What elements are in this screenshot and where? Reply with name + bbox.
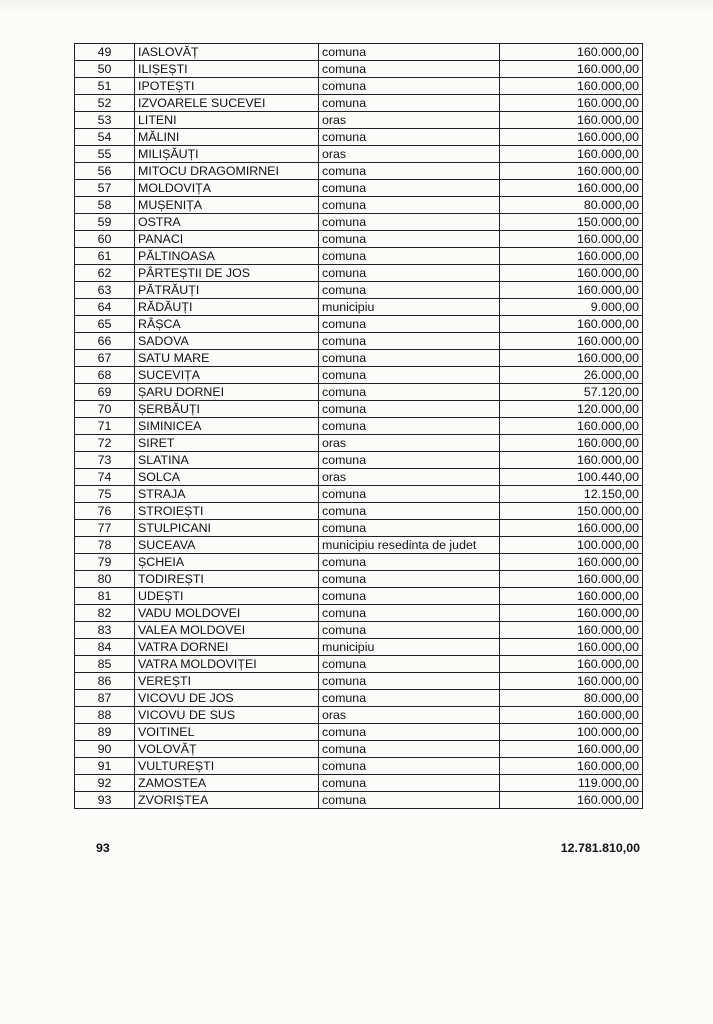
table-row [75, 146, 643, 163]
locality-name-cell: IZVOARELE SUCEVEI [135, 95, 319, 112]
locality-name-cell: VALEA MOLDOVEI [135, 622, 319, 639]
locality-name-cell: SOLCA [135, 469, 319, 486]
amount-cell: 80.000,00 [500, 197, 643, 214]
row-number-cell: 52 [75, 95, 135, 112]
locality-name-cell: ȘARU DORNEI [135, 384, 319, 401]
locality-type-cell: oras [319, 707, 500, 724]
locality-name-cell: IASLOVĂȚ [135, 44, 319, 61]
locality-name-cell: RÂȘCA [135, 316, 319, 333]
table-row [75, 656, 643, 673]
row-number-cell: 74 [75, 469, 135, 486]
row-number-cell: 61 [75, 248, 135, 265]
table-row [75, 163, 643, 180]
row-number-cell: 80 [75, 571, 135, 588]
locality-type-cell: comuna [319, 350, 500, 367]
locality-type-cell: comuna [319, 792, 500, 809]
locality-name-cell: SUCEVIȚA [135, 367, 319, 384]
locality-name-cell: IPOTEȘTI [135, 78, 319, 95]
amount-cell: 160.000,00 [500, 265, 643, 282]
row-number-cell: 59 [75, 214, 135, 231]
table-row [75, 214, 643, 231]
locality-name-cell: MITOCU DRAGOMIRNEI [135, 163, 319, 180]
amount-cell: 160.000,00 [500, 78, 643, 95]
locality-type-cell: comuna [319, 180, 500, 197]
locality-name-cell: SUCEAVA [135, 537, 319, 554]
locality-type-cell: comuna [319, 554, 500, 571]
locality-type-cell: comuna [319, 452, 500, 469]
amount-cell: 160.000,00 [500, 61, 643, 78]
table-row [75, 724, 643, 741]
table-row [75, 690, 643, 707]
locality-name-cell: SIRET [135, 435, 319, 452]
amount-cell: 160.000,00 [500, 333, 643, 350]
row-number-cell: 90 [75, 741, 135, 758]
locality-name-cell: VOLOVĂȚ [135, 741, 319, 758]
locality-type-cell: comuna [319, 571, 500, 588]
table-row [75, 605, 643, 622]
amount-cell: 160.000,00 [500, 707, 643, 724]
locality-type-cell: comuna [319, 333, 500, 350]
amount-cell: 120.000,00 [500, 401, 643, 418]
row-number-cell: 86 [75, 673, 135, 690]
locality-name-cell: SLATINA [135, 452, 319, 469]
locality-name-cell: VEREȘTI [135, 673, 319, 690]
row-number-cell: 83 [75, 622, 135, 639]
locality-name-cell: LITENI [135, 112, 319, 129]
row-number-cell: 54 [75, 129, 135, 146]
locality-name-cell: VOITINEL [135, 724, 319, 741]
amount-cell: 160.000,00 [500, 622, 643, 639]
locality-type-cell: oras [319, 435, 500, 452]
locality-type-cell: comuna [319, 503, 500, 520]
locality-name-cell: MILIȘĂUȚI [135, 146, 319, 163]
table-row [75, 452, 643, 469]
locality-name-cell: VICOVU DE JOS [135, 690, 319, 707]
locality-name-cell: VULTUREȘTI [135, 758, 319, 775]
locality-type-cell: comuna [319, 129, 500, 146]
locality-type-cell: oras [319, 112, 500, 129]
locality-type-cell: comuna [319, 401, 500, 418]
row-number-cell: 64 [75, 299, 135, 316]
locality-name-cell: STROIEȘTI [135, 503, 319, 520]
locality-name-cell: VATRA DORNEI [135, 639, 319, 656]
locality-type-cell: comuna [319, 520, 500, 537]
locality-type-cell: comuna [319, 656, 500, 673]
amount-cell: 119.000,00 [500, 775, 643, 792]
locality-name-cell: MĂLINI [135, 129, 319, 146]
table-row [75, 707, 643, 724]
allocation-table [74, 43, 643, 809]
locality-name-cell: ȘERBĂUȚI [135, 401, 319, 418]
locality-type-cell: oras [319, 469, 500, 486]
table-row [75, 248, 643, 265]
table-row [75, 503, 643, 520]
table-row [75, 401, 643, 418]
amount-cell: 160.000,00 [500, 418, 643, 435]
locality-name-cell: MOLDOVIȚA [135, 180, 319, 197]
amount-cell: 160.000,00 [500, 146, 643, 163]
locality-type-cell: comuna [319, 418, 500, 435]
row-number-cell: 68 [75, 367, 135, 384]
table-row [75, 537, 643, 554]
locality-name-cell: ZVORIȘTEA [135, 792, 319, 809]
row-number-cell: 78 [75, 537, 135, 554]
locality-type-cell: comuna [319, 486, 500, 503]
table-row [75, 775, 643, 792]
locality-name-cell: ILIȘEȘTI [135, 61, 319, 78]
locality-type-cell: comuna [319, 44, 500, 61]
locality-name-cell: VICOVU DE SUS [135, 707, 319, 724]
table-row [75, 418, 643, 435]
row-number-cell: 82 [75, 605, 135, 622]
amount-cell: 150.000,00 [500, 214, 643, 231]
row-number-cell: 67 [75, 350, 135, 367]
table-row [75, 299, 643, 316]
row-number-cell: 85 [75, 656, 135, 673]
table-row [75, 367, 643, 384]
amount-cell: 160.000,00 [500, 112, 643, 129]
locality-type-cell: comuna [319, 367, 500, 384]
row-number-cell: 49 [75, 44, 135, 61]
table-row [75, 231, 643, 248]
row-number-cell: 75 [75, 486, 135, 503]
amount-cell: 100.000,00 [500, 537, 643, 554]
amount-cell: 160.000,00 [500, 588, 643, 605]
row-number-cell: 84 [75, 639, 135, 656]
row-number-cell: 73 [75, 452, 135, 469]
row-number-cell: 77 [75, 520, 135, 537]
table-row [75, 520, 643, 537]
row-number-cell: 51 [75, 78, 135, 95]
locality-type-cell: comuna [319, 197, 500, 214]
locality-type-cell: comuna [319, 775, 500, 792]
table-row [75, 180, 643, 197]
amount-cell: 160.000,00 [500, 571, 643, 588]
amount-cell: 160.000,00 [500, 452, 643, 469]
locality-name-cell: PĂLTINOASA [135, 248, 319, 265]
row-number-cell: 89 [75, 724, 135, 741]
amount-cell: 160.000,00 [500, 554, 643, 571]
amount-cell: 150.000,00 [500, 503, 643, 520]
amount-cell: 160.000,00 [500, 741, 643, 758]
table-row [75, 622, 643, 639]
table-row [75, 384, 643, 401]
row-number-cell: 57 [75, 180, 135, 197]
table-row [75, 350, 643, 367]
locality-type-cell: comuna [319, 282, 500, 299]
table-row [75, 61, 643, 78]
locality-name-cell: SIMINICEA [135, 418, 319, 435]
row-number-cell: 79 [75, 554, 135, 571]
allocation-table-body [75, 44, 643, 809]
row-number-cell: 56 [75, 163, 135, 180]
locality-type-cell: comuna [319, 673, 500, 690]
table-row [75, 282, 643, 299]
locality-type-cell: comuna [319, 95, 500, 112]
locality-name-cell: UDEȘTI [135, 588, 319, 605]
row-number-cell: 87 [75, 690, 135, 707]
row-number-cell: 93 [75, 792, 135, 809]
table-row [75, 112, 643, 129]
amount-cell: 80.000,00 [500, 690, 643, 707]
row-number-cell: 92 [75, 775, 135, 792]
amount-cell: 160.000,00 [500, 231, 643, 248]
row-number-cell: 53 [75, 112, 135, 129]
amount-cell: 160.000,00 [500, 758, 643, 775]
row-number-cell: 55 [75, 146, 135, 163]
locality-type-cell: comuna [319, 265, 500, 282]
row-number-cell: 60 [75, 231, 135, 248]
amount-cell: 160.000,00 [500, 656, 643, 673]
amount-cell: 160.000,00 [500, 520, 643, 537]
locality-name-cell: MUȘENIȚA [135, 197, 319, 214]
locality-type-cell: comuna [319, 758, 500, 775]
locality-type-cell: municipiu resedinta de judet [319, 537, 500, 554]
locality-type-cell: comuna [319, 741, 500, 758]
locality-name-cell: STULPICANI [135, 520, 319, 537]
total-sum: 12.781.810,00 [560, 841, 640, 855]
table-row [75, 571, 643, 588]
table-row [75, 129, 643, 146]
table-row [75, 469, 643, 486]
locality-type-cell: comuna [319, 588, 500, 605]
table-row [75, 265, 643, 282]
row-number-cell: 91 [75, 758, 135, 775]
locality-name-cell: ȘCHEIA [135, 554, 319, 571]
locality-name-cell: PANACI [135, 231, 319, 248]
locality-name-cell: STRAJA [135, 486, 319, 503]
locality-type-cell: comuna [319, 384, 500, 401]
row-number-cell: 50 [75, 61, 135, 78]
row-number-cell: 63 [75, 282, 135, 299]
table-row [75, 554, 643, 571]
locality-name-cell: TODIREȘTI [135, 571, 319, 588]
amount-cell: 160.000,00 [500, 44, 643, 61]
locality-name-cell: ZAMOSTEA [135, 775, 319, 792]
table-row [75, 197, 643, 214]
table-row [75, 95, 643, 112]
locality-type-cell: comuna [319, 214, 500, 231]
table-row [75, 333, 643, 350]
amount-cell: 160.000,00 [500, 605, 643, 622]
locality-type-cell: comuna [319, 690, 500, 707]
amount-cell: 12.150,00 [500, 486, 643, 503]
locality-name-cell: VADU MOLDOVEI [135, 605, 319, 622]
table-row [75, 316, 643, 333]
row-number-cell: 88 [75, 707, 135, 724]
amount-cell: 160.000,00 [500, 248, 643, 265]
table-row [75, 673, 643, 690]
table-row [75, 639, 643, 656]
locality-type-cell: oras [319, 146, 500, 163]
locality-type-cell: comuna [319, 605, 500, 622]
row-number-cell: 70 [75, 401, 135, 418]
row-number-cell: 66 [75, 333, 135, 350]
amount-cell: 160.000,00 [500, 95, 643, 112]
row-number-cell: 81 [75, 588, 135, 605]
amount-cell: 160.000,00 [500, 792, 643, 809]
amount-cell: 160.000,00 [500, 673, 643, 690]
amount-cell: 160.000,00 [500, 639, 643, 656]
table-row [75, 44, 643, 61]
row-number-cell: 58 [75, 197, 135, 214]
locality-type-cell: comuna [319, 622, 500, 639]
locality-type-cell: comuna [319, 78, 500, 95]
locality-name-cell: OSTRA [135, 214, 319, 231]
row-number-cell: 62 [75, 265, 135, 282]
locality-type-cell: comuna [319, 316, 500, 333]
table-row [75, 435, 643, 452]
amount-cell: 160.000,00 [500, 282, 643, 299]
locality-type-cell: comuna [319, 231, 500, 248]
table-row [75, 758, 643, 775]
locality-name-cell: SADOVA [135, 333, 319, 350]
locality-name-cell: SATU MARE [135, 350, 319, 367]
amount-cell: 100.000,00 [500, 724, 643, 741]
row-number-cell: 72 [75, 435, 135, 452]
amount-cell: 160.000,00 [500, 316, 643, 333]
table-row [75, 741, 643, 758]
table-row [75, 486, 643, 503]
locality-name-cell: PĂTRĂUȚI [135, 282, 319, 299]
amount-cell: 160.000,00 [500, 163, 643, 180]
amount-cell: 160.000,00 [500, 180, 643, 197]
locality-name-cell: VATRA MOLDOVIȚEI [135, 656, 319, 673]
locality-type-cell: comuna [319, 724, 500, 741]
amount-cell: 160.000,00 [500, 435, 643, 452]
row-number-cell: 65 [75, 316, 135, 333]
row-number-cell: 76 [75, 503, 135, 520]
table-row [75, 792, 643, 809]
locality-type-cell: municipiu [319, 639, 500, 656]
locality-type-cell: comuna [319, 248, 500, 265]
locality-name-cell: PÂRTEȘTII DE JOS [135, 265, 319, 282]
amount-cell: 26.000,00 [500, 367, 643, 384]
locality-type-cell: municipiu [319, 299, 500, 316]
row-number-cell: 71 [75, 418, 135, 435]
locality-type-cell: comuna [319, 163, 500, 180]
table-row [75, 588, 643, 605]
locality-type-cell: comuna [319, 61, 500, 78]
table-row [75, 78, 643, 95]
amount-cell: 9.000,00 [500, 299, 643, 316]
amount-cell: 57.120,00 [500, 384, 643, 401]
row-number-cell: 69 [75, 384, 135, 401]
totals-row [74, 841, 642, 859]
amount-cell: 160.000,00 [500, 350, 643, 367]
locality-name-cell: RĂDĂUȚI [135, 299, 319, 316]
amount-cell: 160.000,00 [500, 129, 643, 146]
amount-cell: 100.440,00 [500, 469, 643, 486]
total-count: 93 [96, 841, 110, 855]
